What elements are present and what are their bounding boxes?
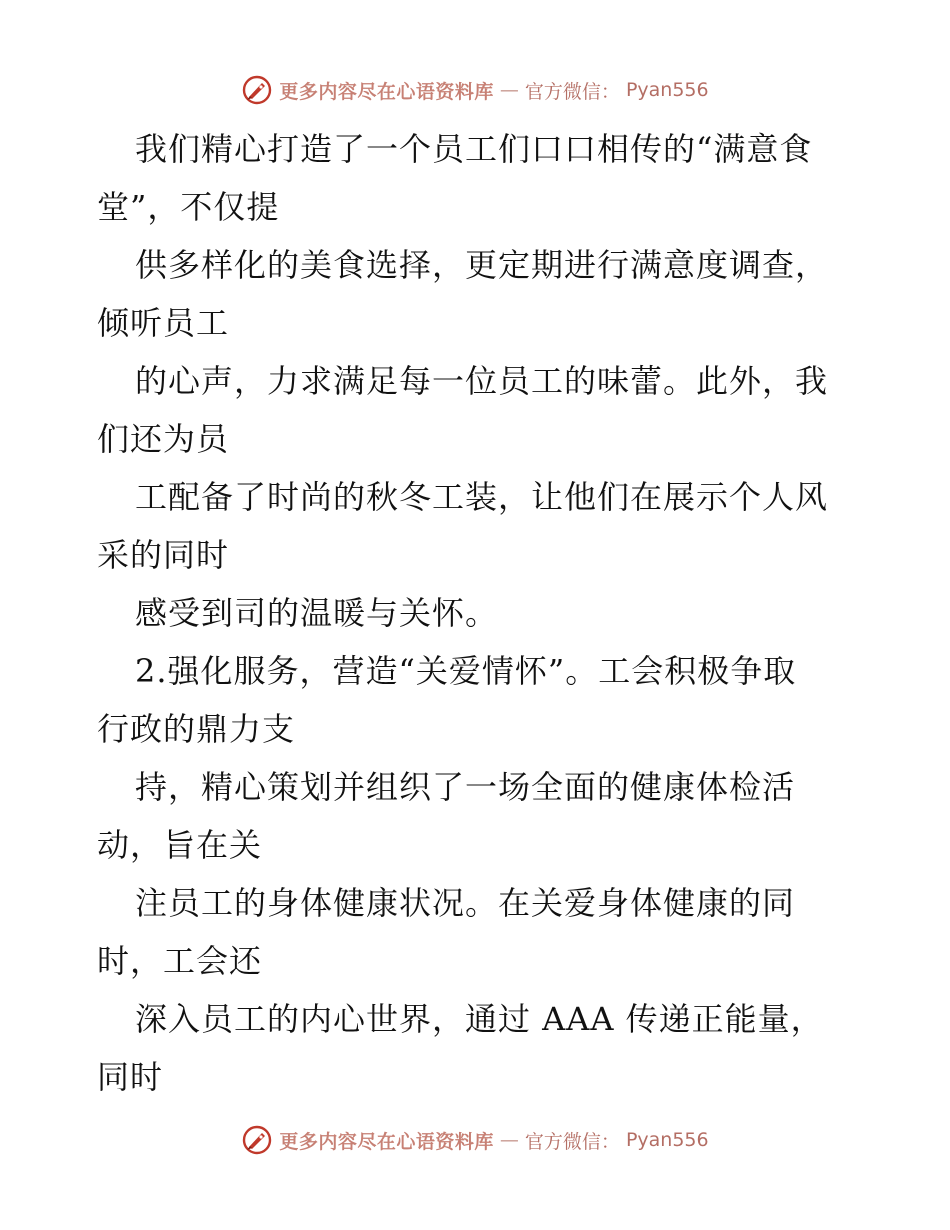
text-line: 深入员工的内心世界，通过 AAA 传递正能量，: [135, 1000, 824, 1038]
brand-separator: —: [499, 79, 519, 101]
brand-account-id: Pyan556: [625, 79, 709, 101]
text-line: 动，旨在关: [97, 826, 263, 864]
brand-separator: —: [499, 1129, 519, 1151]
brand-banner: [241, 74, 708, 106]
text-line: 时，工会还: [97, 942, 263, 980]
text-line: 2.强化服务，营造“关爱情怀”。工会积极争取: [135, 652, 797, 690]
document-body: [97, 120, 857, 1106]
text-line: 采的同时: [97, 536, 230, 574]
text-line: 行政的鼎力支: [97, 710, 296, 748]
text-line: 我们精心打造了一个员工们口口相传的“满意食: [135, 130, 813, 168]
brand-account-id: Pyan556: [625, 1129, 709, 1151]
page-header-watermark: [0, 70, 950, 110]
quill-logo-icon: [241, 74, 273, 106]
page-footer-watermark: [0, 1120, 950, 1160]
text-line: 同时: [97, 1058, 164, 1096]
text-line: 工配备了时尚的秋冬工装，让他们在展示个人风: [135, 478, 829, 516]
brand-text: 更多内容尽在心语资料库: [279, 80, 494, 103]
brand-subtitle: 官方微信：: [524, 1130, 620, 1153]
text-line: 注员工的身体健康状况。在关爱身体健康的同: [135, 884, 796, 922]
text-line: 感受到司的温暖与关怀。: [135, 594, 499, 632]
text-line: 堂”，不仅提: [97, 188, 280, 226]
text-line: 的心声，力求满足每一位员工的味蕾。此外，我: [135, 362, 829, 400]
brand-subtitle: 官方微信：: [524, 80, 620, 103]
text-line: 持，精心策划并组织了一场全面的健康体检活: [135, 768, 796, 806]
brand-banner: [241, 1124, 708, 1156]
text-line: 倾听员工: [97, 304, 230, 342]
text-line: 们还为员: [97, 420, 230, 458]
quill-logo-icon: [241, 1124, 273, 1156]
brand-text: 更多内容尽在心语资料库: [279, 1130, 494, 1153]
text-line: 供多样化的美食选择，更定期进行满意度调查，: [135, 246, 829, 284]
